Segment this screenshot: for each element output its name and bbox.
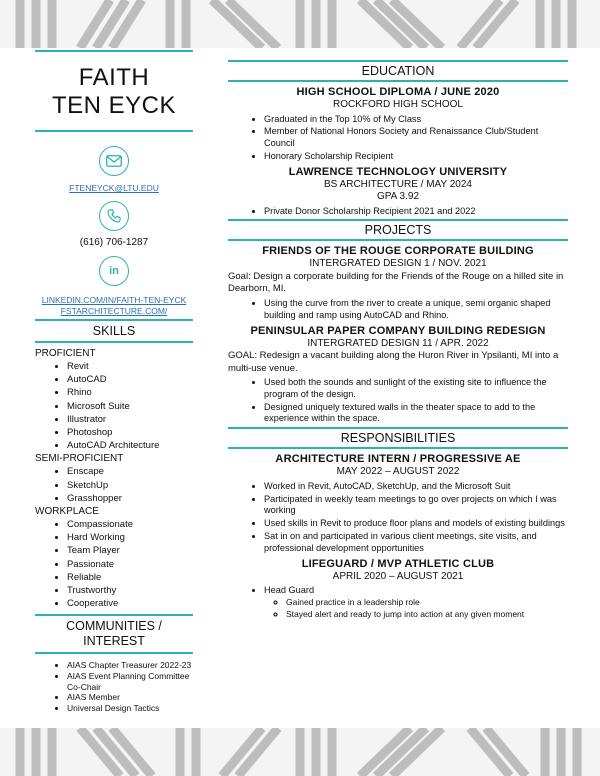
- list-item: • AutoCAD Architecture: [67, 439, 193, 452]
- workplace-label: WORKPLACE: [35, 506, 99, 518]
- university-degree: BS ARCHITECTURE / MAY 2024: [323, 178, 472, 190]
- phone-icon: [99, 201, 129, 231]
- job2-sublist: [264, 597, 568, 620]
- top-pattern-graphic: [0, 0, 600, 48]
- main-column: [228, 58, 568, 622]
- project2-goal: GOAL: Redesign a vacant building along the Huron River in Ypsilanti, MI into a multi-use venue.: [228, 350, 559, 374]
- project1-title: FRIENDS OF THE ROUGE CORPORATE BUILDING: [262, 245, 534, 258]
- list-item: • Enscape: [67, 465, 193, 478]
- list-item: • Worked in Revit, AutoCAD, SketchUp, and the Microsoft Suit: [264, 481, 568, 493]
- linkedin-link[interactable]: LINKEDIN.COM/IN/FAITH-TEN-EYCK: [41, 295, 187, 305]
- list-item: • SketchUp: [67, 479, 193, 492]
- website-link[interactable]: FSTARCHITECTURE.COM/: [60, 306, 168, 316]
- name-block: [35, 64, 193, 120]
- sidebar-top-rule: [35, 50, 193, 52]
- name-last: TEN EYCK: [51, 92, 177, 119]
- workplace-list: [35, 518, 193, 610]
- list-item: • Using the curve from the river to create a unique, semi organic shaped building and ramp using AutoCAD and Rhino.: [264, 298, 568, 322]
- university-list: [228, 206, 568, 218]
- name-first: FAITH: [78, 64, 150, 91]
- list-item: • Photoshop: [67, 426, 193, 439]
- job2-title: LIFEGUARD / MVP ATHLETIC CLUB: [301, 557, 495, 570]
- responsibilities-heading: RESPONSIBILITIES: [228, 427, 568, 449]
- semi-proficient-list: [35, 465, 193, 505]
- job1-list: [228, 481, 568, 555]
- list-item: • Microsoft Suite: [67, 400, 193, 413]
- job1-title: ARCHITECTURE INTERN / PROGRESSIVE AE: [275, 453, 521, 466]
- project1-goal: Goal: Design a corporate building for the Friends of the Rouge on a hilled site in Dearborn, MI.: [228, 270, 564, 295]
- list-item: • Reliable: [67, 571, 193, 584]
- job1-dates: MAY 2022 – AUGUST 2022: [336, 466, 460, 478]
- communities-heading-line2: INTEREST: [83, 634, 145, 649]
- list-item: • Private Donor Scholarship Recipient 2021 and 2022: [264, 206, 568, 218]
- project2-list: [228, 377, 568, 425]
- communities-heading-line1: COMMUNITIES /: [66, 619, 162, 634]
- skills-heading: SKILLS: [92, 324, 136, 338]
- list-item: • AutoCAD: [67, 373, 193, 386]
- list-item: • Participated in weekly team meetings to go over projects on which I was working: [264, 494, 568, 518]
- list-item: • AIAS Member: [67, 692, 193, 703]
- list-item: • Used both the sounds and sunlight of the existing site to influence the program of the design.: [264, 377, 568, 401]
- list-item: • Compassionate: [67, 518, 193, 531]
- list-item: [264, 585, 568, 620]
- semi-proficient-label: SEMI-PROFICIENT: [35, 453, 124, 465]
- project2-title: PENINSULAR PAPER COMPANY BUILDING REDESIGN: [250, 324, 546, 337]
- envelope-icon: [99, 146, 129, 176]
- top-pattern-band: [0, 0, 600, 48]
- linkedin-icon: in: [99, 256, 129, 286]
- list-item: • Revit: [67, 360, 193, 373]
- email-link[interactable]: FTENEYCK@LTU.EDU: [69, 183, 159, 193]
- list-item: • Hard Working: [67, 531, 193, 544]
- hs-school: ROCKFORD HIGH SCHOOL: [332, 99, 463, 110]
- list-item: • Rhino: [67, 386, 193, 399]
- list-item: • Trustworthy: [67, 584, 193, 597]
- list-item: • Illustrator: [67, 413, 193, 426]
- list-item: • Member of National Honors Society and Renaissance Club/Student Council: [264, 126, 568, 150]
- list-item: • Cooperative: [67, 597, 193, 610]
- list-item: • Universal Design Tactics: [67, 703, 193, 714]
- project1-list: [228, 298, 568, 322]
- skills-bottom-rule: [35, 341, 193, 343]
- list-item: ◦ Stayed alert and ready to jump into action at any given moment: [286, 609, 568, 620]
- communities-heading: [35, 616, 193, 652]
- bottom-pattern-band: [0, 728, 600, 776]
- projects-heading: PROJECTS: [228, 219, 568, 241]
- list-item: • Grasshopper: [67, 492, 193, 505]
- bottom-pattern-graphic: [0, 728, 600, 776]
- list-item: • Passionate: [67, 558, 193, 571]
- list-item: ◦ Gained practice in a leadership role: [286, 597, 568, 608]
- list-item: • Sat in on and participated in various client meetings, site visits, and professional development opportunities: [264, 531, 568, 555]
- hs-title: HIGH SCHOOL DIPLOMA / JUNE 2020: [296, 86, 500, 98]
- list-item: • Used skills in Revit to produce floor plans and models of existing buildings: [264, 518, 568, 530]
- communities-list: [35, 660, 193, 713]
- communities-bottom-rule: [35, 652, 193, 654]
- project1-subtitle: INTERGRATED DESIGN 1 / NOV. 2021: [309, 258, 487, 270]
- university-title: LAWRENCE TECHNOLOGY UNIVERSITY: [288, 165, 508, 178]
- education-heading: EDUCATION: [228, 60, 568, 82]
- proficient-list: [35, 360, 193, 452]
- list-item: • AIAS Chapter Treasurer 2022-23: [67, 660, 193, 671]
- job2-dates: APRIL 2020 – AUGUST 2021: [332, 570, 464, 582]
- job2-list: [228, 585, 568, 620]
- job2-item-label: Head Guard: [264, 585, 315, 596]
- proficient-label: PROFICIENT: [35, 348, 96, 359]
- project2-subtitle: INTERGRATED DESIGN 11 / APR. 2022: [307, 337, 489, 349]
- sidebar: [35, 50, 193, 713]
- list-item: • Graduated in the Top 10% of My Class: [264, 114, 568, 126]
- hs-list: [228, 114, 568, 163]
- phone-number: (616) 706-1287: [79, 237, 149, 248]
- list-item: • AIAS Event Planning Committee Co-Chair: [67, 671, 193, 692]
- university-gpa: GPA 3.92: [376, 191, 420, 203]
- list-item: • Team Player: [67, 544, 193, 557]
- list-item: • Designed uniquely textured walls in the theater space to add to the experience within the space.: [264, 402, 568, 426]
- list-item: • Honorary Scholarship Recipient: [264, 151, 568, 163]
